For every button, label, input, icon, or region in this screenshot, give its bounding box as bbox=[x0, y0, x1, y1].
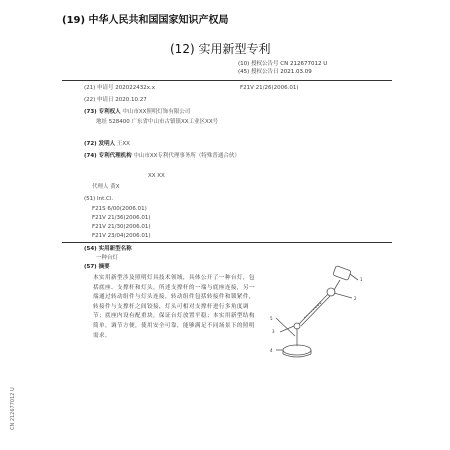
ipc-item: F21V 21/30(2006.01) bbox=[92, 224, 151, 230]
address-label: 地址 bbox=[96, 119, 108, 125]
lamp-base bbox=[283, 345, 311, 355]
ipc-item: F21V 23/04(2006.01) bbox=[92, 233, 151, 239]
address-text: 528400 广东省中山市古镇镇XX工业区XX号 bbox=[108, 119, 219, 125]
agency-row bbox=[84, 152, 240, 160]
sidebar-code: CN 212677012 U bbox=[10, 387, 16, 430]
lamp-joint-upper bbox=[327, 288, 335, 296]
abstract-label: (57) 摘要 bbox=[84, 264, 110, 270]
document-type-title: (12) 实用新型专利 bbox=[170, 42, 271, 56]
ipc-head: (51) Int.Cl. bbox=[84, 196, 114, 202]
lamp-head bbox=[333, 266, 351, 281]
designer-row bbox=[84, 140, 130, 148]
middle-rule bbox=[62, 242, 392, 243]
fig-label-5: 5 bbox=[270, 316, 273, 321]
ipc-item: F21V 21/36(2006.01) bbox=[92, 215, 151, 221]
agent-name: 黄X bbox=[110, 184, 120, 190]
fig-label-3: 3 bbox=[272, 329, 275, 334]
application-ipc-inline: F21V 21/26(2006.01) bbox=[240, 85, 299, 91]
header-rule bbox=[62, 80, 392, 81]
abstract-text: 本实用新型涉及照明灯具技术领域，具体公开了一种台灯，包括底座、支撑杆和灯头，所述支撑杆的一端与底座连接，另一端通过转动组件与灯头连接，转动组件包括转接件和锁紧件，转接件与支撑杆之间铰接，灯头可相对支撑杆进行多角度调节；底座内设有配重块，保证台灯放置平稳；本实用新型结构简单，调节方便，使用安全可靠，能够满足不同场景下的照明需求。 bbox=[93, 275, 255, 339]
office-header: (19) 中华人民共和国国家知识产权局 bbox=[62, 15, 229, 26]
agent-label: 代理人 bbox=[92, 184, 109, 190]
fig-label-4: 4 bbox=[270, 348, 273, 353]
lamp-figure bbox=[262, 258, 377, 373]
agent-row bbox=[92, 183, 120, 191]
designer-label: (72) 发明人 bbox=[84, 141, 116, 147]
ipc-item: F21S 6/00(2006.01) bbox=[92, 206, 147, 212]
publication-date: (45) 授权公告日 2021.03.09 bbox=[238, 69, 312, 75]
address-row bbox=[96, 118, 218, 126]
patentee-name: 中山市XX照明灯饰有限公司 bbox=[122, 109, 191, 115]
patentee-row bbox=[84, 108, 190, 116]
fig-label-1: 1 bbox=[360, 277, 363, 282]
utility-title: 一种台灯 bbox=[96, 255, 119, 261]
application-number: (21) 申请号 202022432x.x bbox=[84, 85, 156, 91]
agency-label: (74) 专利代理机构 bbox=[84, 153, 132, 159]
publication-number: (10) 授权公告号 CN 212677012 U bbox=[238, 61, 328, 67]
application-date: (22) 申请日 2020.10.27 bbox=[84, 97, 147, 103]
agency-name: 中山市XX专利代理事务所（特殊普通合伙） bbox=[133, 153, 240, 159]
designer-name: 王XX bbox=[116, 141, 130, 147]
utility-label: (54) 实用新型名称 bbox=[84, 246, 132, 252]
publication-block bbox=[238, 60, 327, 76]
agency-code: XX XX bbox=[148, 173, 165, 179]
fig-label-2: 2 bbox=[354, 296, 357, 301]
lamp-arm bbox=[299, 294, 328, 324]
patentee-label: (73) 专利权人 bbox=[84, 109, 121, 115]
